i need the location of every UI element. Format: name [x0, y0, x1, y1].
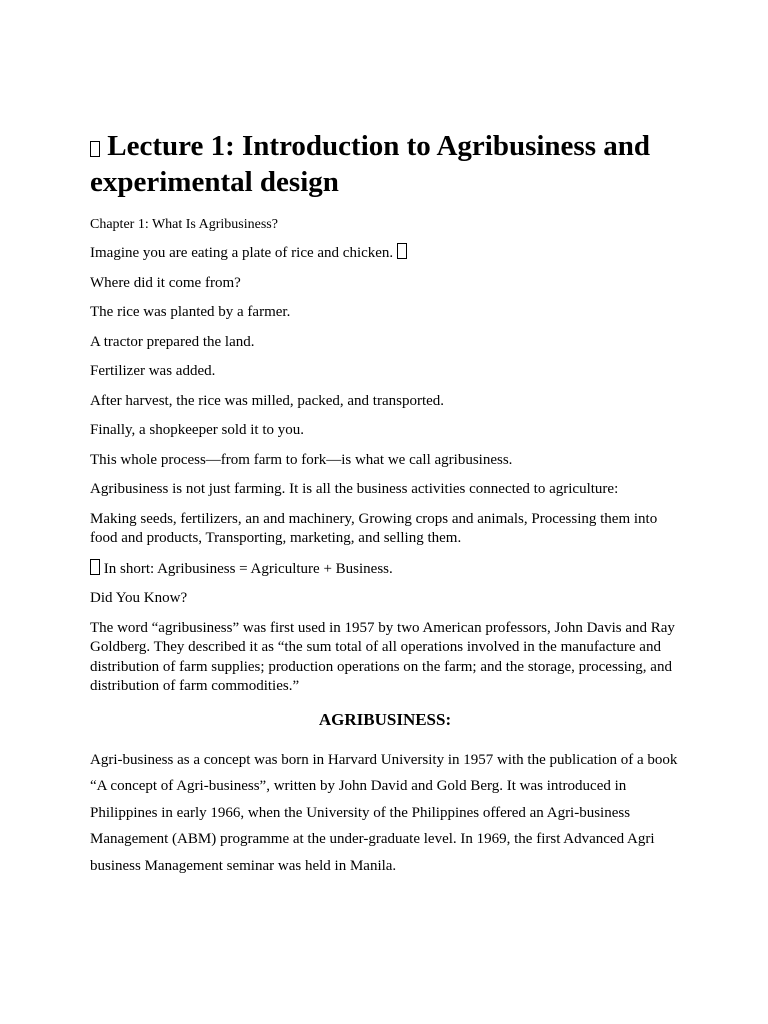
missing-glyph-icon: [90, 559, 100, 575]
paragraph: A tractor prepared the land.: [90, 333, 255, 350]
summary-text: In short: Agribusiness = Agriculture + Business.: [103, 560, 393, 577]
history-paragraph: Agri-business as a concept was born in Harvard University in 1957 with the publication of a book “A concept of Agri-business”, written by John David and Gold Berg. It was introduced in Philippines in early 1966, when the University of the Philippines offered an Agri-business Management (ABM) programme at the under-graduate level. In 1969, the first Advanced Agri business Management seminar was held in Manila.: [90, 751, 678, 874]
chapter-heading: Chapter 1: What Is Agribusiness?: [90, 217, 278, 232]
paragraph: Finally, a shopkeeper sold it to you.: [90, 422, 304, 438]
page-title: [90, 128, 680, 200]
paragraph: The rice was planted by a farmer.: [90, 304, 291, 320]
paragraph: This whole process—from farm to fork—is what we call agribusiness.: [90, 451, 513, 468]
paragraph: After harvest, the rice was milled, packed, and transported.: [90, 392, 445, 409]
paragraph: Agribusiness is not just farming. It is all the business activities connected to agriculture:: [90, 481, 619, 497]
missing-glyph-icon: [397, 243, 407, 259]
intro-text: Imagine you are eating a plate of rice and chicken.: [90, 245, 394, 261]
page-title-text: Lecture 1: Introduction to Agribusiness and experimental design: [90, 130, 650, 198]
paragraph: Making seeds, fertilizers, an and machinery, Growing crops and animals, Processing them into food and products, Transporting, marketing, and selling them.: [90, 510, 658, 546]
definition-paragraph: The word “agribusiness” was first used in 1957 by two American professors, John Davis and Ray Goldberg. They described it as “the sum total of all operations involved in the manufacture and distribution of farm supplies; production operations on the farm; and the storage, processing, and distribution of farm commodities.”: [90, 619, 675, 694]
missing-glyph-icon: [90, 141, 100, 157]
did-you-know-heading: Did You Know?: [90, 590, 188, 606]
paragraph: Fertilizer was added.: [90, 363, 216, 379]
summary-paragraph: [90, 559, 680, 580]
document-page: [90, 128, 680, 879]
section-heading: AGRIBUSINESS:: [318, 709, 452, 729]
intro-paragraph: [90, 243, 680, 264]
paragraph: Where did it come from?: [90, 274, 241, 291]
